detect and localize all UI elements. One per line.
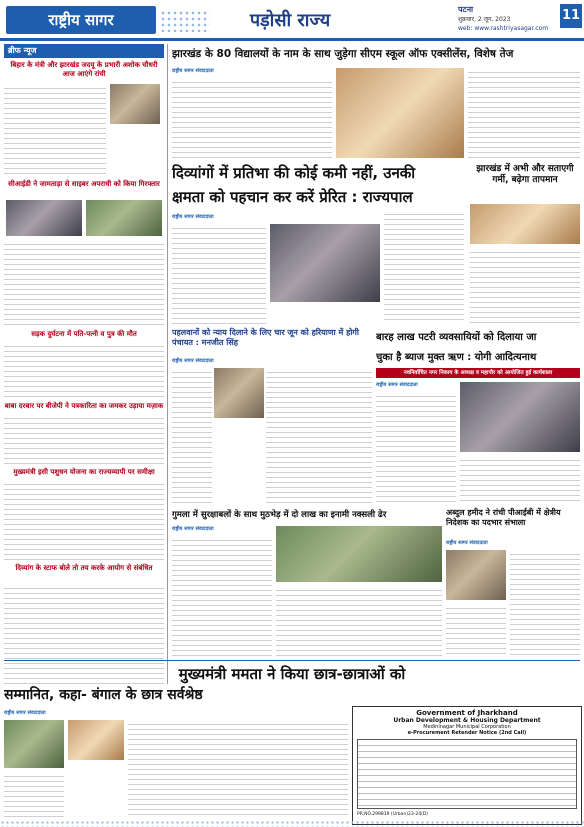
weather-text [470,248,580,324]
brief-photo [110,84,160,124]
lead-headline: झारखंड के 80 विद्यालयों के नाम के साथ जुड़ेगा सीएम स्कूल ऑफ एक्सीलेंस, विशेष तेज [172,48,514,60]
ad-notice: e-Procurement Retender Notice (2nd Call) [407,730,527,736]
footer-bar [0,820,584,827]
ad-body: Medininagar Municipal Corporation [423,724,511,730]
mamata-text [128,720,348,818]
pib-text [510,550,580,658]
gumla-byline: राष्ट्रीय सागर संवाददाता [172,526,214,532]
lead-byline: राष्ट्रीय सागर संवाददाता [172,68,214,74]
mamata-text [4,772,64,818]
brand-logo: राष्ट्रीय सागर [6,6,156,34]
gumla-text [172,536,272,658]
lead-text [172,78,332,158]
mamata-headline-2: सम्मानित, कहा- बंगाल के छात्र सर्वश्रेष्ठ [4,687,203,703]
yogi-photo [460,382,580,452]
column-divider [167,44,168,684]
yogi-byline: राष्ट्रीय सागर संवाददाता [376,382,418,388]
yogi-text [460,456,580,504]
yogi-text [376,392,456,504]
brief-photo [86,200,162,236]
pib-photo [446,550,506,600]
masthead-dots [160,10,210,32]
governor-text [384,210,464,324]
governor-photo [270,224,380,302]
brief-photo [6,200,82,236]
mamata-photo [4,720,64,768]
pib-headline: अब्दुल हमीद ने रांची पीआईबी में क्षेत्रीय निदेशक का पदभार संभाला [446,508,561,527]
lead-photo [336,68,464,158]
mamata-byline: राष्ट्रीय सागर संवाददाता [4,710,46,716]
section-rule [4,660,580,661]
brief-text [4,84,106,174]
brief-title: मुख्यमंत्री इसी पशुधन योजना का राज्यव्यापी पर समीक्षा [13,468,155,476]
weather-photo [470,204,580,244]
pib-byline: राष्ट्रीय सागर संवाददाता [446,540,488,546]
brief-title: सड़क दुर्घटना में पति-पत्नी व पुत्र की मौत [31,330,137,338]
mamata-photo [68,720,124,760]
brief-text [4,480,164,560]
yogi-strap: नवनिर्वाचित नगर निकाय के अध्यक्ष व महापौर को आयोजित हुई कार्यशाला [376,368,580,378]
section-title: पड़ोसी राज्य [249,10,331,31]
wrestlers-headline: पहलवानों को न्याय दिलाने के लिए चार जून को हरियाणा में होगी पंचायत : मनजीत सिंह [172,328,359,347]
brief-text [4,240,164,326]
mamata-headline-1: मुख्यमंत्री ममता ने किया छात्र-छात्राओं को [178,665,406,683]
website: web: www.rashtriyasagar.com [458,25,549,32]
tender-notice-ad [352,706,582,825]
governor-byline: राष्ट्रीय सागर संवाददाता [172,214,214,220]
wrestlers-photo [214,368,264,418]
masthead-rule [0,38,584,41]
wrestlers-text [266,368,372,504]
brief-title: सीआईडी ने जामताड़ा से साइबर अपराधी को किया गिरफ्तार [8,180,160,188]
wrestlers-text [172,368,212,504]
weather-headline: झारखंड में अभी और सताएगी गर्मी, बढ़ेगा तापमान [476,164,574,185]
gumla-text [276,586,442,658]
ad-gov: Government of Jharkhand [416,709,518,717]
governor-headline-2: क्षमता को पहचान कर करें प्रेरित : राज्यपाल [172,188,413,206]
brief-text [4,342,164,398]
gumla-headline: गुमला में सुरक्षाबलों के साथ मुठभेड़ में दो लाख का इनामी नक्सली ढेर [172,510,387,520]
wrestlers-byline: राष्ट्रीय सागर संवाददाता [172,358,214,364]
governor-headline-1: दिव्यांगों में प्रतिभा की कोई कमी नहीं, उनकी [172,164,416,182]
ad-dept: Urban Development & Housing Department [393,717,541,724]
pib-text [446,604,506,658]
ad-footer: PR.NO.299819 (Urban)23-24(D) [357,812,429,817]
brief-text [4,414,164,464]
brief-title: दिव्यांग के स्टाफ बोले तो तय करके आयोग से संबंधित [15,564,153,572]
yogi-headline-1: बारह लाख पटरी व्यवसायियों को दिलाया जा [376,332,537,343]
page-number: 11 [560,4,582,28]
lead-text [468,68,580,158]
ad-table [357,739,577,809]
briefs-header: ब्रीफ न्यूज [4,44,164,58]
yogi-headline-2: चुका है ब्याज मुक्त ऋण : योगी आदित्यनाथ [376,352,537,363]
edition-city: पटना [458,5,474,14]
brief-title: बिहार के मंत्री और झारखंड जदयू के प्रभारी अशोक चौधरी आज आएंगे रांची [10,61,158,78]
governor-text [172,224,266,324]
edition-date: शुक्रवार, 2 जून, 2023 [458,16,511,23]
gumla-photo [276,526,442,582]
brief-title: बाबा दरबार पर बीजेपी ने पत्रकारिता का जमकर उड़ाया मज़ाक [4,402,164,410]
